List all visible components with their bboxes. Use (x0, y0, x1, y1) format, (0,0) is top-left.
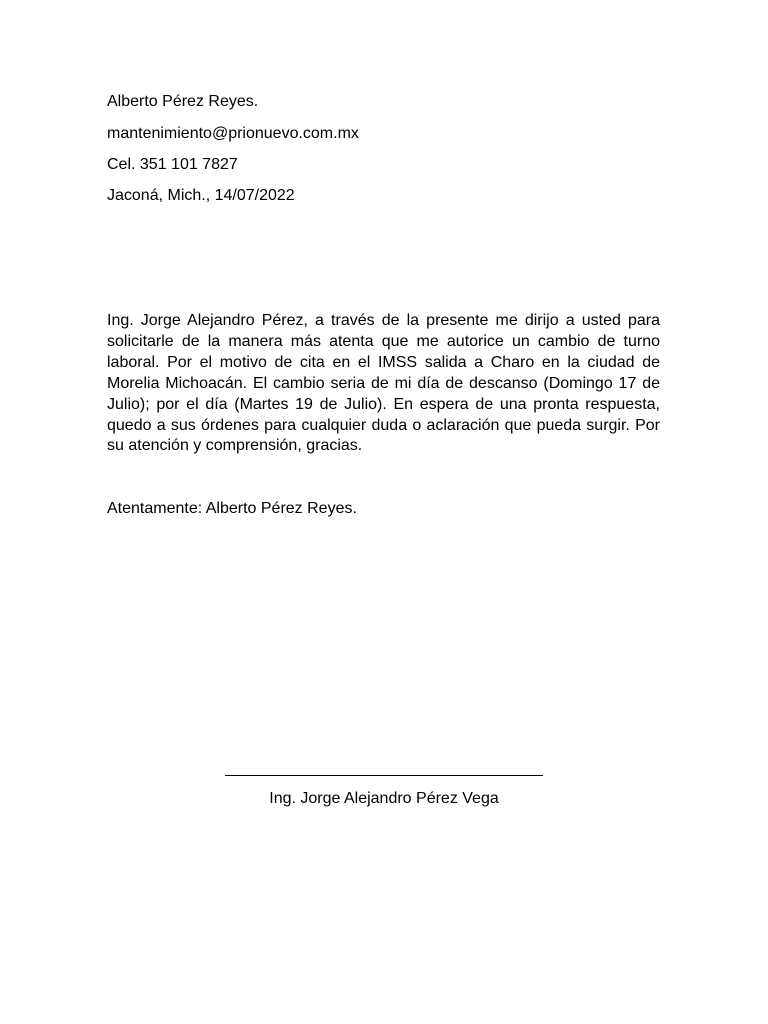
sender-email: mantenimiento@prionuevo.com.mx (107, 125, 359, 142)
closing-line: Atentamente: Alberto Pérez Reyes. (107, 500, 357, 517)
letter-body-paragraph: Ing. Jorge Alejandro Pérez, a través de la presente me dirijo a usted para solicitarle de la manera más atenta que me autorice un cambio de turno laboral. Por el motivo de cita en el IMSS salida a Charo en la ciudad de Morelia Michoacán. El cambio seria de mi día de descanso (Domingo 17 de Julio); por el día (Martes 19 de Julio). En espera de una pronta respuesta, quedo a sus órdenes para cualquier duda o aclaración que pueda surgir. Por su atención y comprensión, gracias. (107, 312, 660, 455)
signature-line (225, 775, 543, 776)
sender-name: Alberto Pérez Reyes. (107, 93, 259, 110)
signature-name: Ing. Jorge Alejandro Pérez Vega (269, 790, 499, 807)
sender-phone: Cel. 351 101 7827 (107, 156, 238, 173)
sender-place-date: Jaconá, Mich., 14/07/2022 (107, 187, 295, 204)
